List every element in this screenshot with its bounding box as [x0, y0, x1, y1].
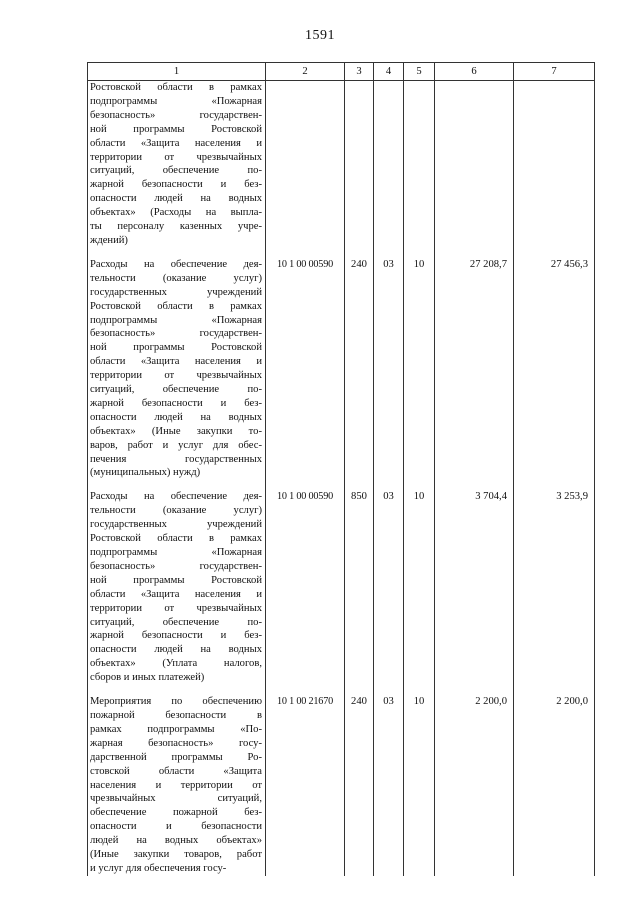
- description-line: ситуаций, обеспечение по-: [90, 165, 262, 177]
- column-header: 4: [374, 63, 404, 81]
- row-description: [88, 490, 266, 685]
- description-line: территории от чрезвычайных: [90, 602, 262, 614]
- description-line: объектах» (Уплата налогов,: [90, 658, 262, 670]
- description-line: области «Защита населения и: [90, 356, 262, 368]
- description-line: стовской области «Защита: [90, 765, 262, 777]
- description-line: ной программы Ростовской: [90, 123, 262, 135]
- column-header: 3: [345, 63, 374, 81]
- section-code: 03: [374, 490, 404, 685]
- description-line: Расходы на обеспечение дея-: [90, 258, 262, 270]
- description-line: варов, работ и услуг для обес-: [90, 439, 262, 451]
- description-line: жарной безопасности и без-: [90, 397, 262, 409]
- description-line: дарственной программы Ро-: [90, 751, 262, 763]
- description-line: государственных учреждений: [90, 286, 262, 298]
- amount-year-2: 27 456,3: [514, 258, 595, 481]
- table-header-row: [88, 63, 595, 81]
- description-line: ной программы Ростовской: [90, 342, 262, 354]
- description-line: безопасность» государствен-: [90, 560, 262, 572]
- amount-year-1: 27 208,7: [435, 258, 514, 481]
- amount-year-1: 2 200,0: [435, 695, 514, 876]
- table-row: [88, 258, 595, 481]
- target-article-code: 10 1 00 21670: [266, 695, 345, 876]
- description-line: области «Защита населения и: [90, 137, 262, 149]
- amount-year-2: 3 253,9: [514, 490, 595, 685]
- description-line: Расходы на обеспечение дея-: [90, 491, 262, 503]
- column-header: 7: [514, 63, 595, 81]
- subsection-code: 10: [404, 490, 435, 685]
- column-header: 2: [266, 63, 345, 81]
- description-line: объектах» (Расходы на выпла-: [90, 207, 262, 219]
- row-description: [88, 81, 266, 248]
- description-line: (Иные закупки товаров, работ: [90, 849, 262, 861]
- column-header: 6: [435, 63, 514, 81]
- description-line: обеспечение пожарной без-: [90, 807, 262, 819]
- description-line: рамках подпрограммы «По-: [90, 723, 262, 735]
- description-line: сборов и иных платежей): [90, 672, 205, 684]
- description-line: ситуаций, обеспечение по-: [90, 384, 262, 396]
- target-article-code: 10 1 00 00590: [266, 490, 345, 685]
- section-code: 03: [374, 258, 404, 481]
- description-line: населения и территории от: [90, 779, 262, 791]
- table-row: [88, 81, 595, 248]
- row-spacer: [88, 248, 595, 258]
- subsection-code: 10: [404, 695, 435, 876]
- description-line: опасности людей на водных: [90, 644, 262, 656]
- description-line: ждений): [90, 234, 128, 246]
- row-spacer: [88, 685, 595, 695]
- description-line: пожарной безопасности в: [90, 709, 262, 721]
- expense-type-code: 240: [345, 695, 374, 876]
- description-line: людей на водных объектах»: [90, 835, 262, 847]
- description-line: ты персоналу казенных учре-: [90, 221, 262, 233]
- description-line: опасности людей на водных: [90, 411, 262, 423]
- description-line: подпрограммы «Пожарная: [90, 547, 262, 558]
- row-description: [88, 258, 266, 481]
- description-line: подпрограммы «Пожарная: [90, 314, 262, 326]
- amount-year-2: [514, 81, 595, 248]
- description-line: Мероприятия по обеспечению: [90, 696, 262, 708]
- description-line: государственных учреждений: [90, 519, 262, 531]
- description-line: Ростовской области в рамках: [90, 82, 262, 93]
- description-line: безопасность» государствен-: [90, 109, 262, 121]
- column-header: 5: [404, 63, 435, 81]
- subsection-code: [404, 81, 435, 248]
- expense-type-code: 850: [345, 490, 374, 685]
- subsection-code: 10: [404, 258, 435, 481]
- target-article-code: [266, 81, 345, 248]
- description-line: подпрограммы «Пожарная: [90, 95, 262, 107]
- description-line: территории от чрезвычайных: [90, 370, 262, 382]
- description-line: объектах» (Иные закупки то-: [90, 425, 262, 437]
- expense-type-code: 240: [345, 258, 374, 481]
- table-row: [88, 490, 595, 685]
- page-number: 1591: [305, 28, 335, 43]
- description-line: области «Защита населения и: [90, 588, 262, 600]
- target-article-code: 10 1 00 00590: [266, 258, 345, 481]
- column-header: 1: [88, 63, 266, 81]
- description-line: ной программы Ростовской: [90, 574, 262, 586]
- description-line: жарной безопасности и без-: [90, 179, 262, 191]
- description-line: жарная безопасность» госу-: [90, 737, 262, 749]
- description-line: (муниципальных) нужд): [90, 467, 201, 479]
- description-line: тельности (оказание услуг): [90, 505, 262, 517]
- table-row: [88, 695, 595, 876]
- description-line: Ростовской области в рамках: [90, 300, 262, 312]
- description-line: ситуаций, обеспечение по-: [90, 616, 262, 628]
- description-line: жарной безопасности и без-: [90, 630, 262, 642]
- row-description: [88, 695, 266, 876]
- amount-year-1: [435, 81, 514, 248]
- description-line: опасности и безопасности: [90, 821, 262, 833]
- section-code: 03: [374, 695, 404, 876]
- section-code: [374, 81, 404, 248]
- row-spacer: [88, 480, 595, 490]
- description-line: печения государственных: [90, 453, 262, 465]
- description-line: Ростовской области в рамках: [90, 533, 262, 545]
- budget-table: [87, 62, 595, 876]
- description-line: чрезвычайных ситуаций,: [90, 793, 262, 805]
- description-line: опасности людей на водных: [90, 193, 262, 205]
- description-line: безопасность» государствен-: [90, 328, 262, 340]
- description-line: тельности (оказание услуг): [90, 272, 262, 284]
- description-line: и услуг для обеспечения госу-: [90, 862, 227, 874]
- description-line: территории от чрезвычайных: [90, 151, 262, 163]
- amount-year-2: 2 200,0: [514, 695, 595, 876]
- amount-year-1: 3 704,4: [435, 490, 514, 685]
- expense-type-code: [345, 81, 374, 248]
